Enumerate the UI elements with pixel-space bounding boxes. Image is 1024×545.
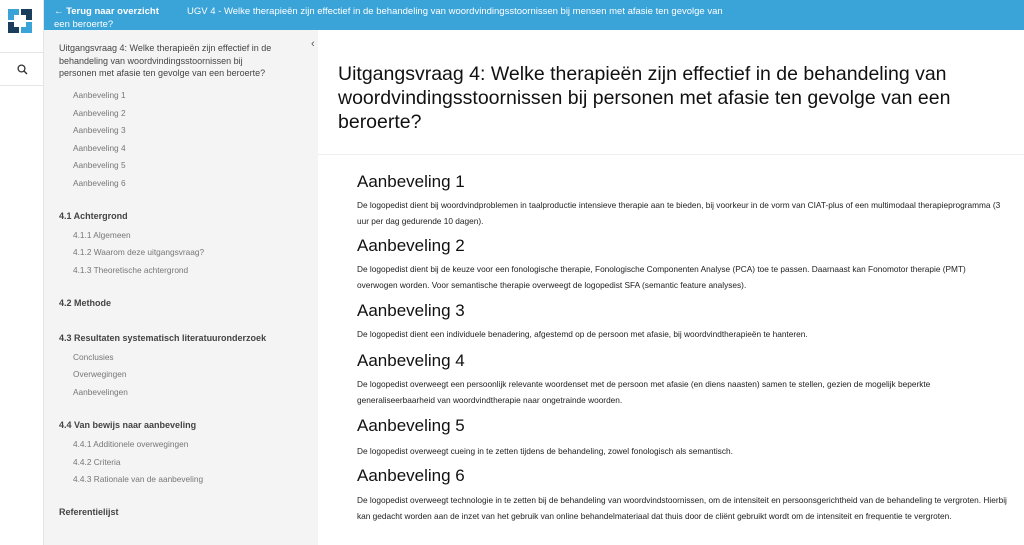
toc-item-additionele-overwegingen[interactable]: 4.4.1 Additionele overwegingen: [73, 439, 189, 449]
top-bar-title: UGV 4 - Welke therapieën zijn effectief in de behandeling van woordvindingsstoornissen bij mensen met afasie ten gevolge van: [187, 6, 723, 17]
chevron-left-icon[interactable]: ‹: [311, 38, 315, 50]
toc-item-theoretische-achtergrond[interactable]: 4.1.3 Theoretische achtergrond: [73, 265, 189, 275]
recommendation-text: De logopedist overweegt cueing in te zetten tijdens de behandeling, zowel fonologisch als semantisch.: [357, 446, 733, 456]
recommendation-heading: Aanbeveling 2: [357, 236, 465, 255]
toc-section-referentielijst[interactable]: Referentielijst: [59, 507, 119, 517]
toc-heading-line: behandeling van woordvindingsstoornissen bij: [59, 55, 243, 66]
toc-item-aanbeveling-4[interactable]: Aanbeveling 4: [73, 143, 126, 153]
toc-item-aanbeveling-3[interactable]: Aanbeveling 3: [73, 125, 126, 135]
toc-item-aanbevelingen[interactable]: Aanbevelingen: [73, 387, 128, 397]
toc-item-aanbeveling-5[interactable]: Aanbeveling 5: [73, 160, 126, 170]
recommendation-heading: Aanbeveling 4: [357, 351, 465, 370]
brand-logo-icon[interactable]: [8, 9, 32, 33]
recommendation-text: De logopedist dient bij woordvindproblemen in taalproductie intensieve therapie aan te bieden, bij voorkeur in de vorm van CIAT-plus of een multimodaal therapieprogramma (3 uur per dag gedurende 10 dagen).: [357, 200, 1001, 226]
toc-section-resultaten[interactable]: 4.3 Resultaten systematisch literatuuronderzoek: [59, 333, 267, 343]
toc-item-aanbeveling-1[interactable]: Aanbeveling 1: [73, 90, 126, 100]
table-of-contents: [44, 30, 318, 545]
toc-item-overwegingen[interactable]: Overwegingen: [73, 369, 127, 379]
toc-item-rationale[interactable]: 4.4.3 Rationale van de aanbeveling: [73, 474, 204, 484]
top-bar: [44, 0, 1024, 30]
search-button[interactable]: [0, 52, 44, 86]
toc-section-bewijs-naar-aanbeveling[interactable]: 4.4 Van bewijs naar aanbeveling: [59, 420, 197, 430]
page-header: [318, 44, 1024, 155]
recommendation-heading: Aanbeveling 1: [357, 172, 465, 191]
recommendation-heading: Aanbeveling 5: [357, 416, 465, 435]
top-bar-title-continuation: een beroerte?: [54, 19, 114, 30]
toc-heading-line: personen met afasie ten gevolge van een beroerte?: [59, 68, 266, 78]
toc-item-aanbeveling-6[interactable]: Aanbeveling 6: [73, 178, 126, 188]
recommendation-text: De logopedist dient bij de keuze voor een fonologische therapie, Fonologische Componenten Analyse (PCA) toe te passen. Daarnaast kan Fonomotor therapie (PMT) overwogen worden. Voor semantische therapie overweegt de logopedist SFA (semantic feature analyses).: [357, 264, 966, 290]
toc-section-achtergrond[interactable]: 4.1 Achtergrond: [59, 211, 128, 221]
toc-item-conclusies[interactable]: Conclusies: [73, 352, 114, 362]
toc-heading-line: Uitgangsvraag 4: Welke therapieën zijn effectief in de: [59, 43, 272, 53]
toc-heading[interactable]: [59, 42, 271, 80]
recommendation-heading: Aanbeveling 3: [357, 301, 465, 320]
toc-item-criteria[interactable]: 4.4.2 Criteria: [73, 457, 121, 467]
page-title: Uitgangsvraag 4: Welke therapieën zijn effectief in de behandeling van woordvindingsstoornissen bij personen met afasie ten gevolge van een beroerte?: [338, 63, 951, 133]
toc-item-algemeen[interactable]: 4.1.1 Algemeen: [73, 230, 131, 240]
back-to-overview-link[interactable]: ← Terug naar overzicht: [54, 6, 159, 17]
recommendation-text: De logopedist overweegt technologie in te zetten bij de behandeling van woordvindstoornissen, om de intensiteit en persoonsgerichtheid van de behandeling te vergroten. Hierbij kan gedacht worden aan de inzet van het gebruik van online behandelmateriaal dat thuis door de cliënt gebruikt wordt om de intensiteit en frequentie te vergroten.: [357, 495, 1007, 521]
recommendation-heading: Aanbeveling 6: [357, 466, 465, 485]
toc-item-waarom[interactable]: 4.1.2 Waarom deze uitgangsvraag?: [73, 247, 205, 257]
recommendation-text: De logopedist overweegt een persoonlijk relevante woordenset met de persoon met afasie (en diens naasten) samen te stellen, gezien de mogelijk beperkte generaliseerbaarheid van woordvindtherapie naar ongetrainde woorden.: [357, 379, 931, 405]
icon-rail: [0, 0, 44, 545]
toc-item-aanbeveling-2[interactable]: Aanbeveling 2: [73, 108, 126, 118]
toc-section-methode[interactable]: 4.2 Methode: [59, 298, 112, 308]
search-icon: [17, 64, 28, 75]
recommendation-text: De logopedist dient een individuele benadering, afgestemd op de persoon met afasie, bij woordvindtherapieën te hanteren.: [357, 329, 808, 339]
